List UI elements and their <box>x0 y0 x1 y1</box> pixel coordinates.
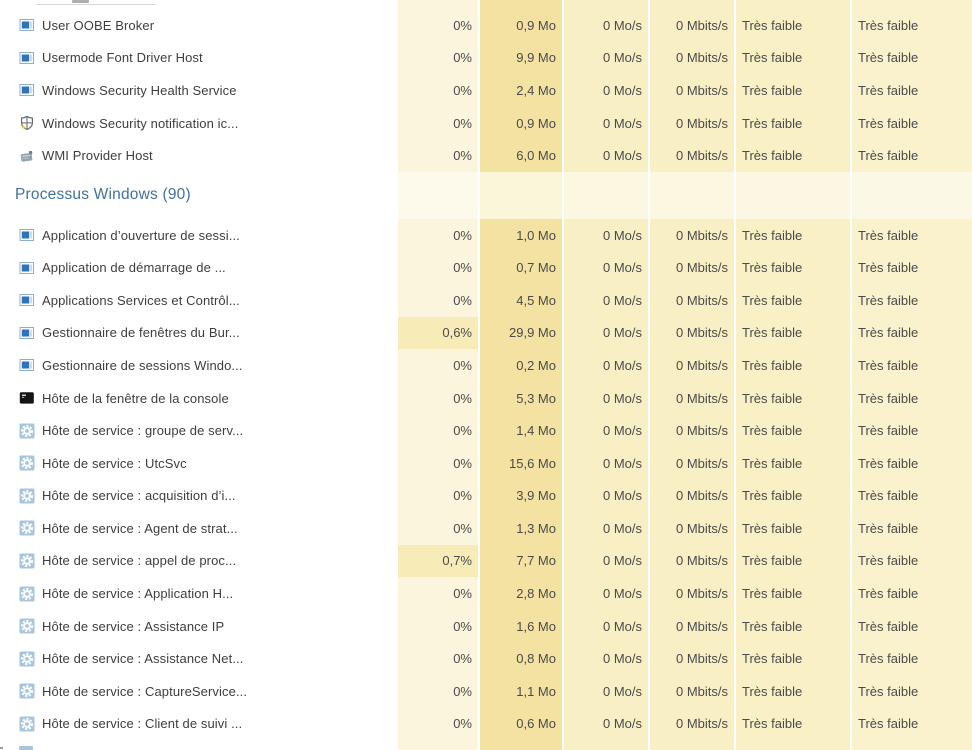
power-trend-cell: Très faible <box>850 284 972 317</box>
process-name: Hôte de service : acquisition d’i... <box>42 488 236 504</box>
network-cell: 0 Mbits/s <box>648 284 734 317</box>
process-name-cell[interactable] <box>0 317 396 350</box>
disk-cell: 0 Mo/s <box>562 545 648 578</box>
network-cell: 0 Mbits/s <box>648 139 734 172</box>
cpu-cell: 0% <box>396 708 478 741</box>
app-window-icon <box>19 50 35 66</box>
process-name-cell[interactable] <box>0 577 396 610</box>
cpu-cell: 0% <box>396 251 478 284</box>
group-header-label: Processus Windows (90) <box>15 186 191 204</box>
memory-cell: 1,1 Mo <box>478 675 562 708</box>
disk-cell: 0 Mo/s <box>562 512 648 545</box>
power-trend-cell: Très faible <box>850 382 972 415</box>
table-row[interactable] <box>0 708 972 741</box>
table-row[interactable] <box>0 139 972 172</box>
process-name: Hôte de service : UtcSvc <box>42 455 187 471</box>
power-usage-cell: Très faible <box>734 480 850 513</box>
service-gear-icon <box>19 716 35 732</box>
cpu-cell <box>396 172 478 219</box>
network-cell: 0 Mbits/s <box>648 610 734 643</box>
process-name-cell[interactable] <box>0 382 396 415</box>
power-usage-cell: Très faible <box>734 577 850 610</box>
power-trend-cell <box>850 172 972 219</box>
network-cell: 0 Mbits/s <box>648 107 734 140</box>
process-name: Hôte de service : Application H... <box>42 586 234 602</box>
memory-cell: 29,9 Mo <box>478 317 562 350</box>
disk-cell: 0 Mo/s <box>562 447 648 480</box>
service-gear-icon <box>19 455 35 471</box>
network-cell: 0 Mbits/s <box>648 447 734 480</box>
network-cell: 0 Mbits/s <box>648 317 734 350</box>
network-cell: 0 Mbits/s <box>648 642 734 675</box>
process-name: Application d’ouverture de sessi... <box>42 227 240 243</box>
network-cell: 0 Mbits/s <box>648 414 734 447</box>
disk-cell: 0 Mo/s <box>562 42 648 75</box>
cpu-cell: 0% <box>396 512 478 545</box>
power-usage-cell: Très faible <box>734 74 850 107</box>
process-name: Gestionnaire de sessions Windo... <box>42 357 243 373</box>
memory-cell <box>478 172 562 219</box>
network-cell <box>648 172 734 219</box>
disk-cell: 0 Mo/s <box>562 219 648 252</box>
process-name: User OOBE Broker <box>42 17 155 33</box>
clipped-row-remnant <box>0 0 396 9</box>
process-name-cell[interactable] <box>0 251 396 284</box>
disk-cell: 0 Mo/s <box>562 284 648 317</box>
app-window-icon <box>19 292 35 308</box>
power-trend-cell: Très faible <box>850 708 972 741</box>
cpu-cell: 0% <box>396 139 478 172</box>
security-shield-icon <box>19 115 35 131</box>
disk-cell: 0 Mo/s <box>562 317 648 350</box>
service-gear-icon <box>19 423 35 439</box>
table-row[interactable] <box>0 577 972 610</box>
table-row[interactable] <box>0 219 972 252</box>
power-usage-cell: Très faible <box>734 447 850 480</box>
table-row[interactable] <box>0 42 972 75</box>
power-usage-cell: Très faible <box>734 139 850 172</box>
memory-cell: 0,9 Mo <box>478 107 562 140</box>
table-row[interactable] <box>0 414 972 447</box>
process-name: Gestionnaire de fenêtres du Bur... <box>42 325 240 341</box>
network-cell: 0 Mbits/s <box>648 9 734 42</box>
power-usage-cell: Très faible <box>734 42 850 75</box>
memory-cell: 0,9 Mo <box>478 9 562 42</box>
table-row[interactable] <box>0 317 972 350</box>
power-trend-cell: Très faible <box>850 577 972 610</box>
process-name-cell[interactable] <box>0 284 396 317</box>
process-name: Hôte de service : CaptureService... <box>42 683 248 699</box>
table-row[interactable] <box>0 74 972 107</box>
service-gear-icon <box>19 586 35 602</box>
console-icon <box>19 390 35 406</box>
power-usage-cell: Très faible <box>734 382 850 415</box>
memory-cell: 1,6 Mo <box>478 610 562 643</box>
cpu-cell: 0% <box>396 675 478 708</box>
power-trend-cell: Très faible <box>850 42 972 75</box>
power-trend-cell: Très faible <box>850 414 972 447</box>
disk-cell: 0 Mo/s <box>562 414 648 447</box>
power-usage-cell: Très faible <box>734 675 850 708</box>
memory-cell: 0,6 Mo <box>478 708 562 741</box>
cpu-cell: 0% <box>396 219 478 252</box>
process-name: Hôte de service : groupe de serv... <box>42 423 244 439</box>
app-window-icon <box>19 17 35 33</box>
power-usage-cell: Très faible <box>734 708 850 741</box>
network-cell: 0 Mbits/s <box>648 577 734 610</box>
network-cell: 0 Mbits/s <box>648 675 734 708</box>
process-name: Usermode Font Driver Host <box>42 50 203 66</box>
process-name-cell[interactable] <box>0 480 396 513</box>
process-name-cell[interactable] <box>0 512 396 545</box>
table-row[interactable] <box>0 107 972 140</box>
service-gear-icon <box>19 553 35 569</box>
cpu-cell: 0% <box>396 284 478 317</box>
process-name-cell[interactable] <box>0 139 396 172</box>
table-row[interactable] <box>0 675 972 708</box>
table-row[interactable] <box>0 480 972 513</box>
power-trend-cell: Très faible <box>850 74 972 107</box>
table-row[interactable] <box>0 545 972 578</box>
disk-cell: 0 Mo/s <box>562 107 648 140</box>
cpu-cell: 0% <box>396 447 478 480</box>
process-name-cell[interactable] <box>0 42 396 75</box>
power-usage-cell: Très faible <box>734 251 850 284</box>
memory-cell: 5,3 Mo <box>478 382 562 415</box>
process-name-cell[interactable] <box>0 708 396 741</box>
process-name: Windows Security Health Service <box>42 82 237 98</box>
table-row[interactable] <box>0 610 972 643</box>
process-name-cell[interactable] <box>0 642 396 675</box>
cpu-cell: 0% <box>396 42 478 75</box>
network-cell: 0 Mbits/s <box>648 708 734 741</box>
network-cell: 0 Mbits/s <box>648 42 734 75</box>
power-trend-cell: Très faible <box>850 610 972 643</box>
group-header-row[interactable] <box>0 172 972 219</box>
disk-cell: 0 Mo/s <box>562 675 648 708</box>
process-name: Hôte de service : Assistance IP <box>42 618 225 634</box>
app-window-icon <box>19 227 35 243</box>
wmi-provider-icon <box>19 148 35 164</box>
table-row[interactable] <box>0 382 972 415</box>
memory-cell: 1,4 Mo <box>478 414 562 447</box>
process-name-cell[interactable] <box>0 219 396 252</box>
table-row[interactable] <box>0 512 972 545</box>
network-cell: 0 Mbits/s <box>648 219 734 252</box>
memory-cell: 1,3 Mo <box>478 512 562 545</box>
disk-cell: 0 Mo/s <box>562 642 648 675</box>
disk-cell: 0 Mo/s <box>562 9 648 42</box>
memory-cell: 9,9 Mo <box>478 42 562 75</box>
table-row[interactable] <box>0 447 972 480</box>
memory-cell: 0,8 Mo <box>478 642 562 675</box>
disk-cell: 0 Mo/s <box>562 480 648 513</box>
power-usage-cell: Très faible <box>734 349 850 382</box>
table-row[interactable] <box>0 251 972 284</box>
process-name-cell[interactable] <box>0 107 396 140</box>
service-gear-icon <box>19 651 35 667</box>
power-usage-cell: Très faible <box>734 512 850 545</box>
process-name-cell[interactable] <box>0 9 396 42</box>
cpu-cell: 0,7% <box>396 545 478 578</box>
process-name-cell[interactable] <box>0 74 396 107</box>
cpu-cell: 0% <box>396 382 478 415</box>
power-usage-cell: Très faible <box>734 545 850 578</box>
power-trend-cell: Très faible <box>850 107 972 140</box>
table-row[interactable] <box>0 9 972 42</box>
disk-cell <box>562 172 648 219</box>
process-name-cell[interactable] <box>0 545 396 578</box>
disk-cell: 0 Mo/s <box>562 382 648 415</box>
network-cell: 0 Mbits/s <box>648 480 734 513</box>
app-window-icon <box>19 260 35 276</box>
power-usage-cell: Très faible <box>734 9 850 42</box>
power-trend-cell: Très faible <box>850 349 972 382</box>
memory-cell: 0,2 Mo <box>478 349 562 382</box>
cpu-cell: 0% <box>396 480 478 513</box>
cpu-cell: 0% <box>396 610 478 643</box>
memory-cell: 15,6 Mo <box>478 447 562 480</box>
disk-cell: 0 Mo/s <box>562 577 648 610</box>
memory-cell: 6,0 Mo <box>478 139 562 172</box>
power-trend-cell: Très faible <box>850 9 972 42</box>
app-window-icon <box>19 325 35 341</box>
process-name-cell[interactable] <box>0 349 396 382</box>
power-trend-cell: Très faible <box>850 317 972 350</box>
service-gear-icon <box>19 520 35 536</box>
process-name: Applications Services et Contrôl... <box>42 292 240 308</box>
memory-cell: 7,7 Mo <box>478 545 562 578</box>
process-name: Hôte de service : appel de proc... <box>42 553 237 569</box>
memory-cell: 0,7 Mo <box>478 251 562 284</box>
process-name-cell[interactable] <box>0 414 396 447</box>
memory-cell: 3,9 Mo <box>478 480 562 513</box>
cpu-cell: 0% <box>396 107 478 140</box>
group-header-cell[interactable] <box>0 172 396 219</box>
process-name-cell[interactable] <box>0 675 396 708</box>
disk-cell: 0 Mo/s <box>562 251 648 284</box>
process-name: Application de démarrage de ... <box>42 260 226 276</box>
disk-cell: 0 Mo/s <box>562 349 648 382</box>
app-window-icon <box>19 82 35 98</box>
disk-cell: 0 Mo/s <box>562 708 648 741</box>
process-name: Hôte de la fenêtre de la console <box>42 390 229 406</box>
power-usage-cell: Très faible <box>734 107 850 140</box>
power-trend-cell: Très faible <box>850 675 972 708</box>
service-gear-icon <box>19 488 35 504</box>
service-gear-icon <box>19 618 35 634</box>
table-row[interactable] <box>0 642 972 675</box>
power-trend-cell: Très faible <box>850 139 972 172</box>
cpu-cell: 0,6% <box>396 317 478 350</box>
process-name: Windows Security notification ic... <box>42 115 239 131</box>
cpu-cell: 0% <box>396 349 478 382</box>
power-trend-cell: Très faible <box>850 480 972 513</box>
process-name-cell[interactable] <box>0 610 396 643</box>
cpu-cell: 0% <box>396 74 478 107</box>
memory-cell: 2,8 Mo <box>478 577 562 610</box>
power-usage-cell <box>734 172 850 219</box>
power-trend-cell: Très faible <box>850 545 972 578</box>
power-usage-cell: Très faible <box>734 284 850 317</box>
network-cell: 0 Mbits/s <box>648 512 734 545</box>
power-trend-cell: Très faible <box>850 512 972 545</box>
network-cell: 0 Mbits/s <box>648 251 734 284</box>
power-usage-cell: Très faible <box>734 642 850 675</box>
process-name: Hôte de service : Agent de strat... <box>42 520 238 536</box>
app-window-icon <box>19 357 35 373</box>
clipped-row-bottom <box>0 740 972 750</box>
table-row[interactable] <box>0 284 972 317</box>
power-trend-cell: Très faible <box>850 219 972 252</box>
disk-cell: 0 Mo/s <box>562 139 648 172</box>
memory-cell: 4,5 Mo <box>478 284 562 317</box>
power-trend-cell: Très faible <box>850 251 972 284</box>
process-name: Hôte de service : Client de suivi ... <box>42 716 243 732</box>
power-trend-cell: Très faible <box>850 447 972 480</box>
cpu-cell: 0% <box>396 414 478 447</box>
table-row[interactable] <box>0 349 972 382</box>
disk-cell: 0 Mo/s <box>562 74 648 107</box>
network-cell: 0 Mbits/s <box>648 349 734 382</box>
service-gear-icon <box>19 683 35 699</box>
disk-cell: 0 Mo/s <box>562 610 648 643</box>
power-usage-cell: Très faible <box>734 317 850 350</box>
cpu-cell: 0% <box>396 9 478 42</box>
process-name: Hôte de service : Assistance Net... <box>42 651 244 667</box>
cpu-cell: 0% <box>396 577 478 610</box>
clipped-row-top <box>0 0 972 9</box>
power-usage-cell: Très faible <box>734 414 850 447</box>
cpu-cell: 0% <box>396 642 478 675</box>
power-trend-cell: Très faible <box>850 642 972 675</box>
memory-cell: 2,4 Mo <box>478 74 562 107</box>
clipped-row-remnant <box>0 740 396 750</box>
network-cell: 0 Mbits/s <box>648 382 734 415</box>
power-usage-cell: Très faible <box>734 219 850 252</box>
network-cell: 0 Mbits/s <box>648 545 734 578</box>
process-name: WMI Provider Host <box>42 148 153 164</box>
memory-cell: 1,0 Mo <box>478 219 562 252</box>
process-name-cell[interactable] <box>0 447 396 480</box>
network-cell: 0 Mbits/s <box>648 74 734 107</box>
power-usage-cell: Très faible <box>734 610 850 643</box>
